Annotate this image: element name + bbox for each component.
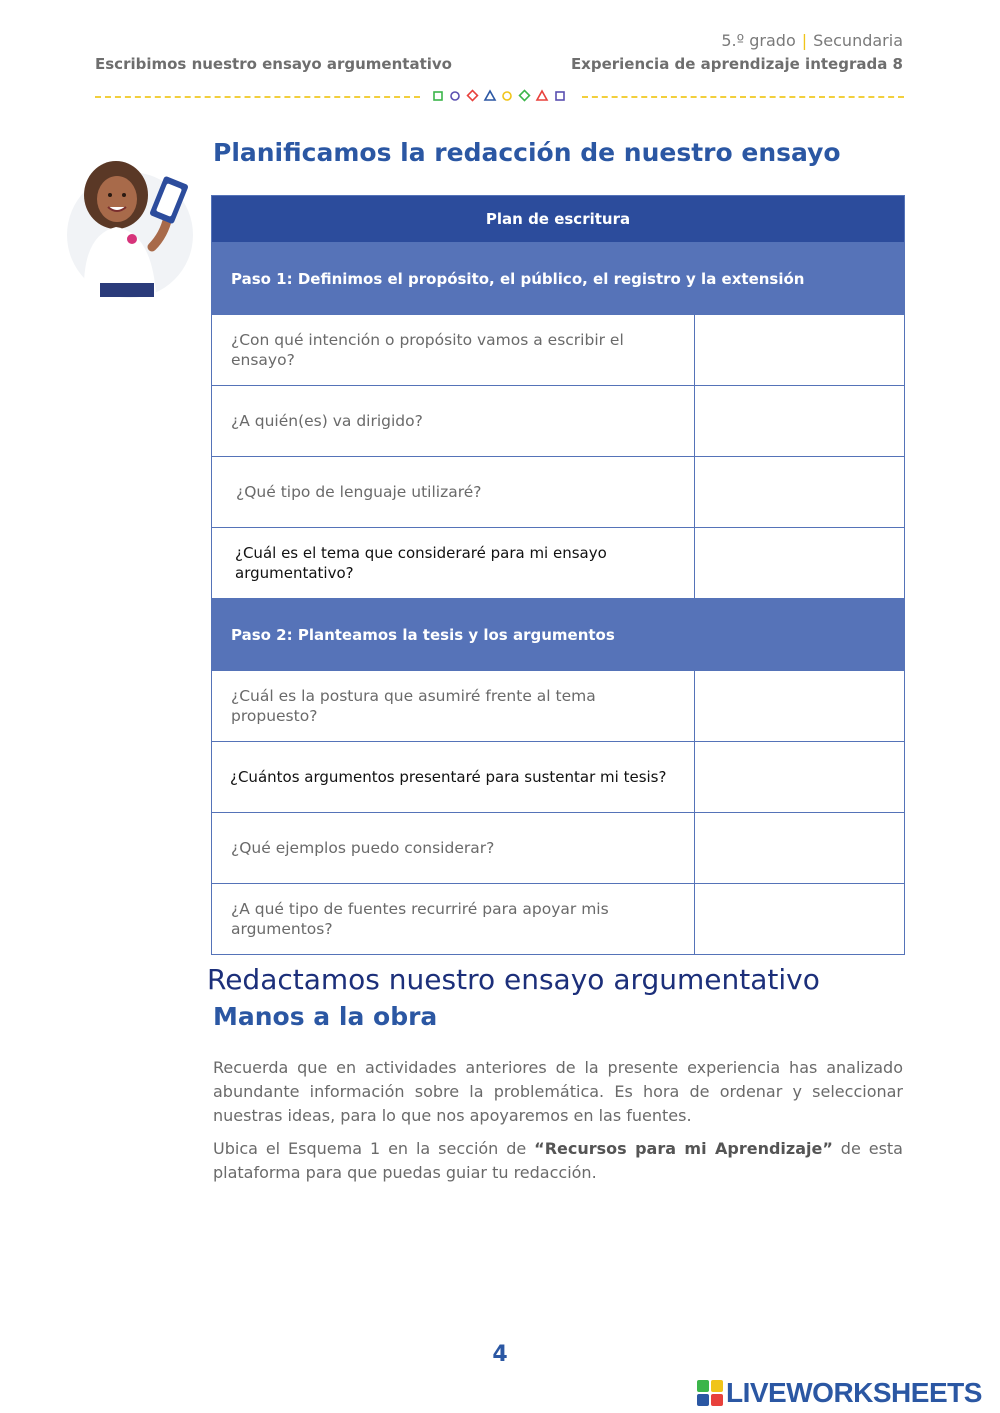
question-cell: ¿Cuál es el tema que consideraré para mi ensayo argumentativo? (212, 528, 695, 599)
question-cell: ¿A qué tipo de fuentes recurriré para apoyar mis argumentos? (212, 884, 695, 955)
liveworksheets-logo-icon (697, 1380, 723, 1406)
question-cell: ¿Qué tipo de lenguaje utilizaré? (212, 457, 695, 528)
separator: | (801, 31, 808, 50)
section-subtitle: Manos a la obra (213, 1002, 438, 1031)
answer-cell[interactable] (695, 315, 905, 386)
teacher-avatar-icon (64, 155, 204, 305)
resource-paragraph (213, 1137, 903, 1185)
table-row (212, 457, 905, 528)
header-right-title: Experiencia de aprendizaje integrada 8 (570, 55, 903, 73)
answer-cell[interactable] (695, 457, 905, 528)
header-left-title: Escribimos nuestro ensayo argumentativo (95, 55, 452, 73)
question-cell: ¿Cuántos argumentos presentaré para sustentar mi tesis? (212, 742, 695, 813)
section-title-planning: Planificamos la redacción de nuestro ensayo (213, 138, 841, 167)
table-row (212, 884, 905, 955)
step1-header: Paso 1: Definimos el propósito, el público, el registro y la extensión (212, 243, 905, 315)
decorative-shapes-icon (432, 88, 570, 104)
answer-cell[interactable] (695, 671, 905, 742)
table-row (212, 671, 905, 742)
section-title-drafting: Redactamos nuestro ensayo argumentativo (207, 963, 820, 996)
grade-text: 5.º grado (721, 31, 796, 50)
page-number: 4 (492, 1342, 508, 1367)
liveworksheets-brand: LIVEWORKSHEETS (726, 1377, 982, 1408)
table-header: Plan de escritura (212, 196, 905, 243)
question-cell: ¿A quién(es) va dirigido? (212, 386, 695, 457)
answer-cell[interactable] (695, 528, 905, 599)
question-cell: ¿Con qué intención o propósito vamos a escribir el ensayo? (212, 315, 695, 386)
grade-label (721, 31, 903, 50)
step2-header: Paso 2: Planteamos la tesis y los argumentos (212, 599, 905, 671)
table-row (212, 386, 905, 457)
writing-plan-table (211, 195, 905, 955)
header-divider-right (582, 96, 904, 98)
instruction-paragraph: Recuerda que en actividades anteriores de la presente experiencia has analizado abundante información sobre la problemática. Es hora de ordenar y seleccionar nuestras ideas, para lo que nos apoyaremos en las fuentes. (213, 1058, 903, 1125)
liveworksheets-logo (697, 1378, 982, 1408)
resource-text-end: de esta plataforma para que puedas guiar tu redacción. (213, 1139, 903, 1182)
answer-cell[interactable] (695, 813, 905, 884)
table-row (212, 742, 905, 813)
table-row (212, 813, 905, 884)
resource-link-text: “Recursos para mi Aprendizaje” (534, 1139, 833, 1158)
question-cell: ¿Cuál es la postura que asumiré frente al tema propuesto? (212, 671, 695, 742)
answer-cell[interactable] (695, 742, 905, 813)
table-row (212, 528, 905, 599)
level-text: Secundaria (813, 31, 903, 50)
answer-cell[interactable] (695, 386, 905, 457)
header-divider-left (95, 96, 420, 98)
resource-text-start: Ubica el Esquema 1 en la sección de (213, 1139, 535, 1158)
table-row (212, 315, 905, 386)
question-cell: ¿Qué ejemplos puedo considerar? (212, 813, 695, 884)
answer-cell[interactable] (695, 884, 905, 955)
